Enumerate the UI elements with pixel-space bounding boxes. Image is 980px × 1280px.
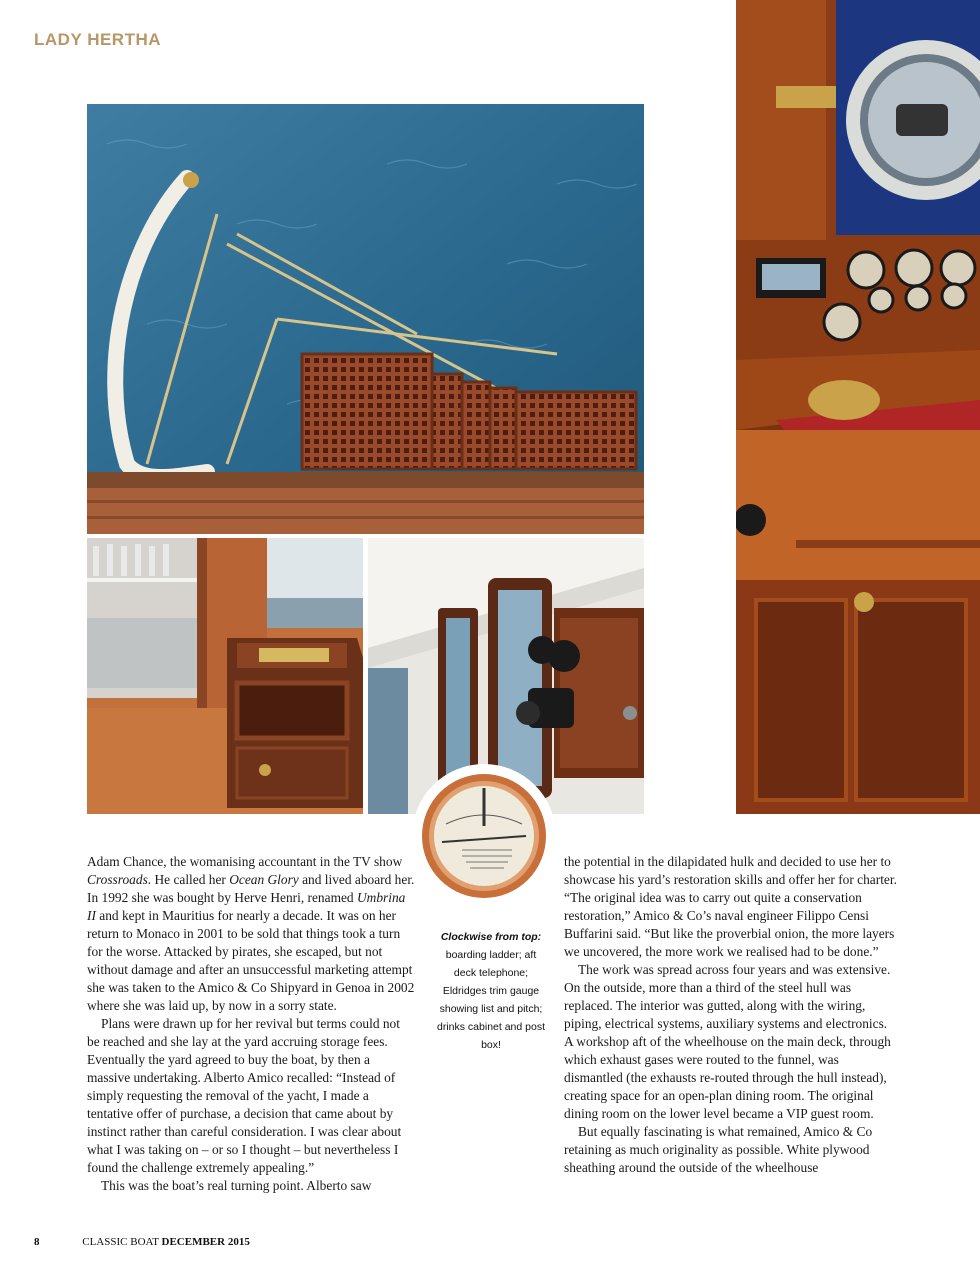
paragraph: This was the boat’s real turning point. Alberto saw — [101, 1178, 372, 1193]
page-number: 8 — [34, 1236, 40, 1248]
article-column-left — [87, 853, 415, 1195]
page-footer — [34, 1236, 250, 1248]
show-title: Crossroads — [87, 872, 148, 887]
text-run: and kept in Mauritius for nearly a decade. It was on her return to Monaco in 2001 to be sold that things took a turn for the worse. Attacked by pirates, she escaped, but not without damage and after an unsuccessful marketing attempt she was taken to the Amico & Co Shipyard in Genoa in 2002 where she was laid up, by now in a sorry state. — [87, 908, 415, 1013]
paragraph — [87, 853, 415, 1015]
paragraph: Plans were drawn up for her revival but terms could not be reached and she lay at the yard accruing storage fees. Eventually the yard agreed to buy the boat, by then a massive undertaking. Alberto Amico recalled: “Instead of simply requesting the removal of the yacht, I made a tentative offer of purchase, a decision that came about by instinct rather than careful consideration. I was clear about what I was taking on – or so I thought – but nevertheless I found the challenge extremely appealing.” — [87, 1016, 402, 1175]
article-column-right — [564, 853, 898, 1177]
boat-name: Ocean Glory — [229, 872, 299, 887]
section-tag: LADY HERTHA — [34, 30, 162, 49]
text-run: . He called her — [147, 872, 230, 887]
caption-lead: Clockwise from top: — [440, 931, 542, 943]
caption-body: boarding ladder; aft deck telephone; Eldridges trim gauge showing list and pitch; drinks cabinet and post box! — [437, 949, 545, 1051]
text-run: and lived aboard her. In 1992 she was bought by Herve Henri, renamed — [87, 872, 415, 905]
photo-caption — [436, 928, 546, 1054]
issue-date: DECEMBER 2015 — [161, 1236, 250, 1248]
paragraph: But equally fascinating is what remained, Amico & Co retaining as much originality as possible. White plywood sheathing around the outside of the wheelhouse — [564, 1124, 873, 1175]
trim-gauge-inset — [416, 768, 552, 904]
drinks-cabinet-photo — [87, 538, 363, 814]
boarding-ladder-photo — [87, 104, 644, 534]
paragraph: The work was spread across four years and was extensive. On the outside, more than a third of the steel hull was replaced. The interior was gutted, along with the wiring, piping, electrical systems, auxiliary systems and electronics. A workshop aft of the wheelhouse on the main deck, through which exhaust gases were routed to the funnel, was dismantled (the exhausts re-routed through the hull instead), creating space for an open-plan dining room. The original dining room on the lower level became a VIP guest room. — [564, 962, 891, 1121]
paragraph: the potential in the dilapidated hulk and decided to use her to showcase his yard’s restoration skills and offer her for charter. “The original idea was to carry out quite a conservation restoration,” Amico & Co’s naval engineer Filippo Censi Buffarini said. “But like the proverbial onion, the more layers we uncovered, the more work we realised had to be done.” — [564, 854, 897, 959]
publication-name: CLASSIC BOAT — [82, 1236, 159, 1248]
text-run: Adam Chance, the womanising accountant in the TV show — [87, 854, 403, 869]
boat-name: Umbrina II — [87, 890, 406, 923]
wheelhouse-photo — [736, 0, 980, 814]
